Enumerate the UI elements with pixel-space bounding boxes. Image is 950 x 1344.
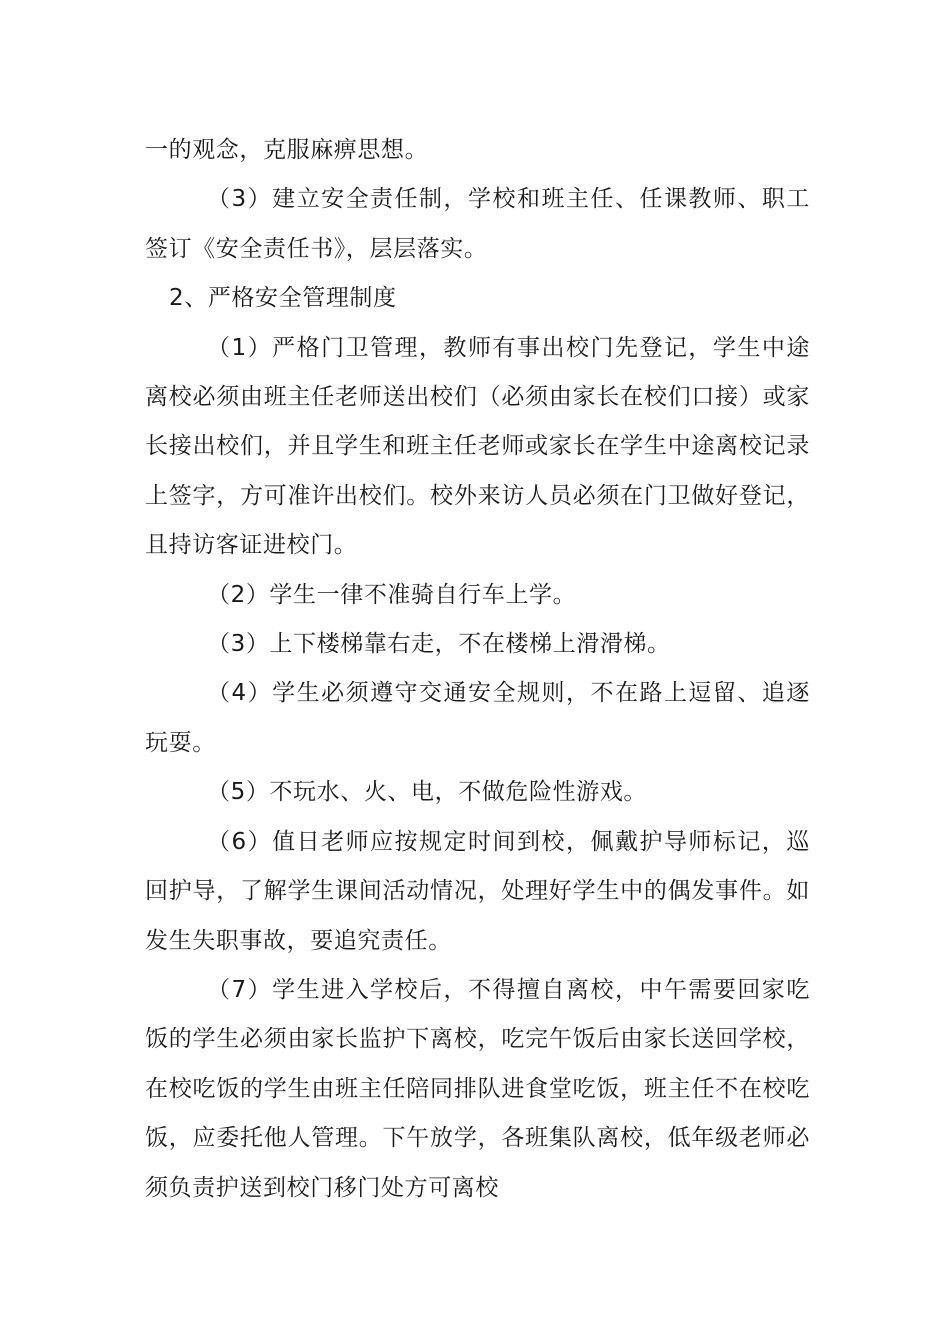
paragraph-item-7-leaving: （7）学生进入学校后，不得擅自离校，中午需要回家吃饭的学生必须由家长监护下离校，吃完午饭后由家长送回学校，在校吃饭的学生由班主任陪同排队进食堂吃饭，班主任不在校吃饭，应委托他人管理。下午放学，各班集队离校，低年级老师必须负责护送到校门移门处方可离校 xyxy=(145,976,810,1201)
document-body xyxy=(145,126,810,1213)
paragraph-item-6-duty-teacher: （6）值日老师应按规定时间到校，佩戴护导师标记，巡回护导，了解学生课间活动情况，处理好学生中的偶发事件。如发生失职事故，要追究责任。 xyxy=(145,828,810,954)
section-heading-2: 2、严格安全管理制度 xyxy=(169,285,397,312)
paragraph-item-4-traffic: （4）学生必须遵守交通安全规则，不在路上逗留、追逐玩耍。 xyxy=(145,680,810,756)
paragraph-item-3-responsibility: （3）建立安全责任制，学校和班主任、任课教师、职工签订《安全责任书》，层层落实。 xyxy=(145,186,810,262)
paragraph-continuation: 一的观念，克服麻痹思想。 xyxy=(145,137,429,163)
paragraph-item-3-stairs: （3）上下楼梯靠右走，不在楼梯上滑滑梯。 xyxy=(207,631,671,658)
paragraph-item-1-gate: （1）严格门卫管理，教师有事出校门先登记，学生中途离校必须由班主任老师送出校们（必须由家长在校们口接）或家长接出校们，并且学生和班主任老师或家长在学生中途离校记录上签字，方可准许出校们。校外来访人员必须在门卫做好登记，且持访客证进校门。 xyxy=(145,334,810,559)
paragraph-item-2-bicycle: （2）学生一律不准骑自行车上学。 xyxy=(207,581,577,608)
paragraph-item-5-danger: （5）不玩水、火、电，不做危险性游戏。 xyxy=(207,779,648,806)
